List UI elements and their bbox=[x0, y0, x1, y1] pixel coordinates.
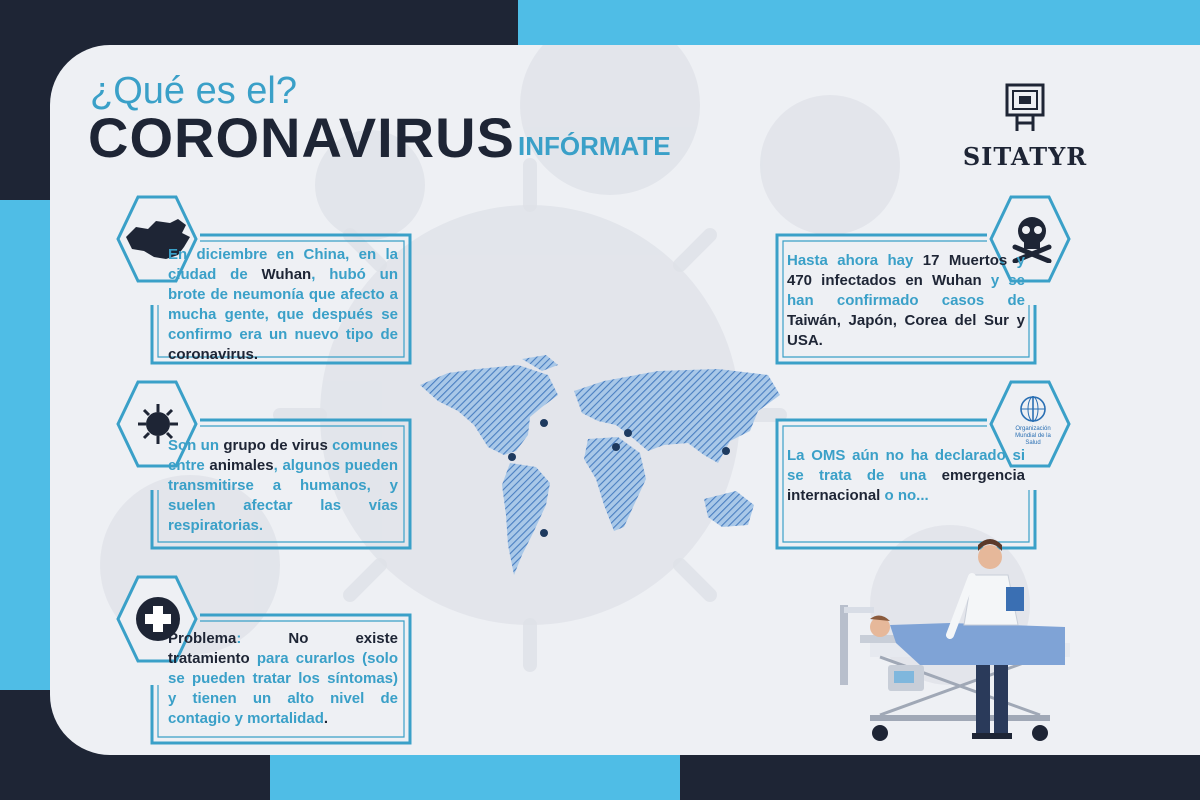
china-text-p1: En diciembre en China, en la ciudad de bbox=[168, 246, 398, 283]
problem-text bbox=[168, 629, 398, 729]
virus-text-p3: comunes entre bbox=[168, 437, 398, 474]
problem-text-p5: . bbox=[323, 710, 329, 727]
virus-text-p1: Son un bbox=[168, 437, 224, 454]
who-emblem-icon bbox=[1015, 394, 1051, 424]
oms-text bbox=[787, 446, 1025, 506]
content-panel bbox=[50, 45, 1200, 755]
china-text bbox=[168, 245, 398, 365]
problem-text-p4: para curarlos (solo se pueden tratar los síntomas) y tienen un alto nivel de contagio y mortalidad bbox=[168, 650, 398, 727]
problem-text-p3: No existe tratamiento bbox=[168, 630, 398, 667]
info-box-problem bbox=[100, 575, 412, 747]
oms-text-p1: La OMS aún no ha declarado si se trata de una bbox=[787, 447, 1025, 484]
deaths-text-p3: y bbox=[1007, 252, 1025, 269]
problem-text-p1: Problema bbox=[168, 630, 237, 647]
problem-text-p2: : bbox=[236, 630, 289, 647]
doctor-patient-icon bbox=[840, 515, 1080, 755]
deaths-text-p5: y se han confirmado casos de bbox=[787, 272, 1025, 309]
info-box-china bbox=[100, 195, 412, 365]
virus-text bbox=[168, 436, 398, 536]
china-text-p2: Wuhan bbox=[261, 266, 312, 283]
deaths-text-p6: Taiwán, Japón, Corea del Sur y USA. bbox=[787, 312, 1025, 349]
header-question: ¿Qué es el? bbox=[90, 70, 297, 112]
world-map-icon bbox=[418, 355, 788, 585]
virus-text-p2: grupo de virus bbox=[223, 437, 328, 454]
left-light-band bbox=[0, 200, 50, 690]
info-box-virus bbox=[100, 380, 412, 550]
sitatyr-logo bbox=[955, 83, 1095, 171]
header-subtitle: INFÓRMATE bbox=[518, 131, 671, 161]
deaths-text-p4: 470 infectados en Wuhan bbox=[787, 272, 982, 289]
oms-text-p2: emergencia internacional bbox=[787, 467, 1025, 504]
who-caption: Organización Mundial de la Salud bbox=[1015, 426, 1051, 446]
bottom-light-band bbox=[270, 755, 680, 800]
sitatyr-emblem-icon bbox=[1000, 83, 1050, 135]
deaths-text-p1: Hasta ahora hay bbox=[787, 252, 923, 269]
oms-text-p3: o no... bbox=[880, 487, 929, 504]
deaths-text bbox=[787, 251, 1025, 351]
china-text-p3: , hubó un brote de neumonía que afecto a mucha gente, que después se confirmo era un nuevo tipo de bbox=[168, 266, 398, 343]
info-box-deaths bbox=[775, 195, 1087, 365]
virus-text-p4: animales bbox=[209, 457, 274, 474]
page-title: CORONAVIRUS bbox=[88, 106, 515, 169]
china-text-p4: coronavirus. bbox=[168, 346, 259, 363]
virus-text-p5: , algunos pueden transmitirse a humanos, y suelen afectar las vías respiratorias. bbox=[168, 457, 398, 534]
top-light-band bbox=[518, 0, 1200, 45]
logo-text: SITATYR bbox=[962, 142, 1088, 171]
deaths-text-p2: 17 Muertos bbox=[922, 252, 1008, 269]
